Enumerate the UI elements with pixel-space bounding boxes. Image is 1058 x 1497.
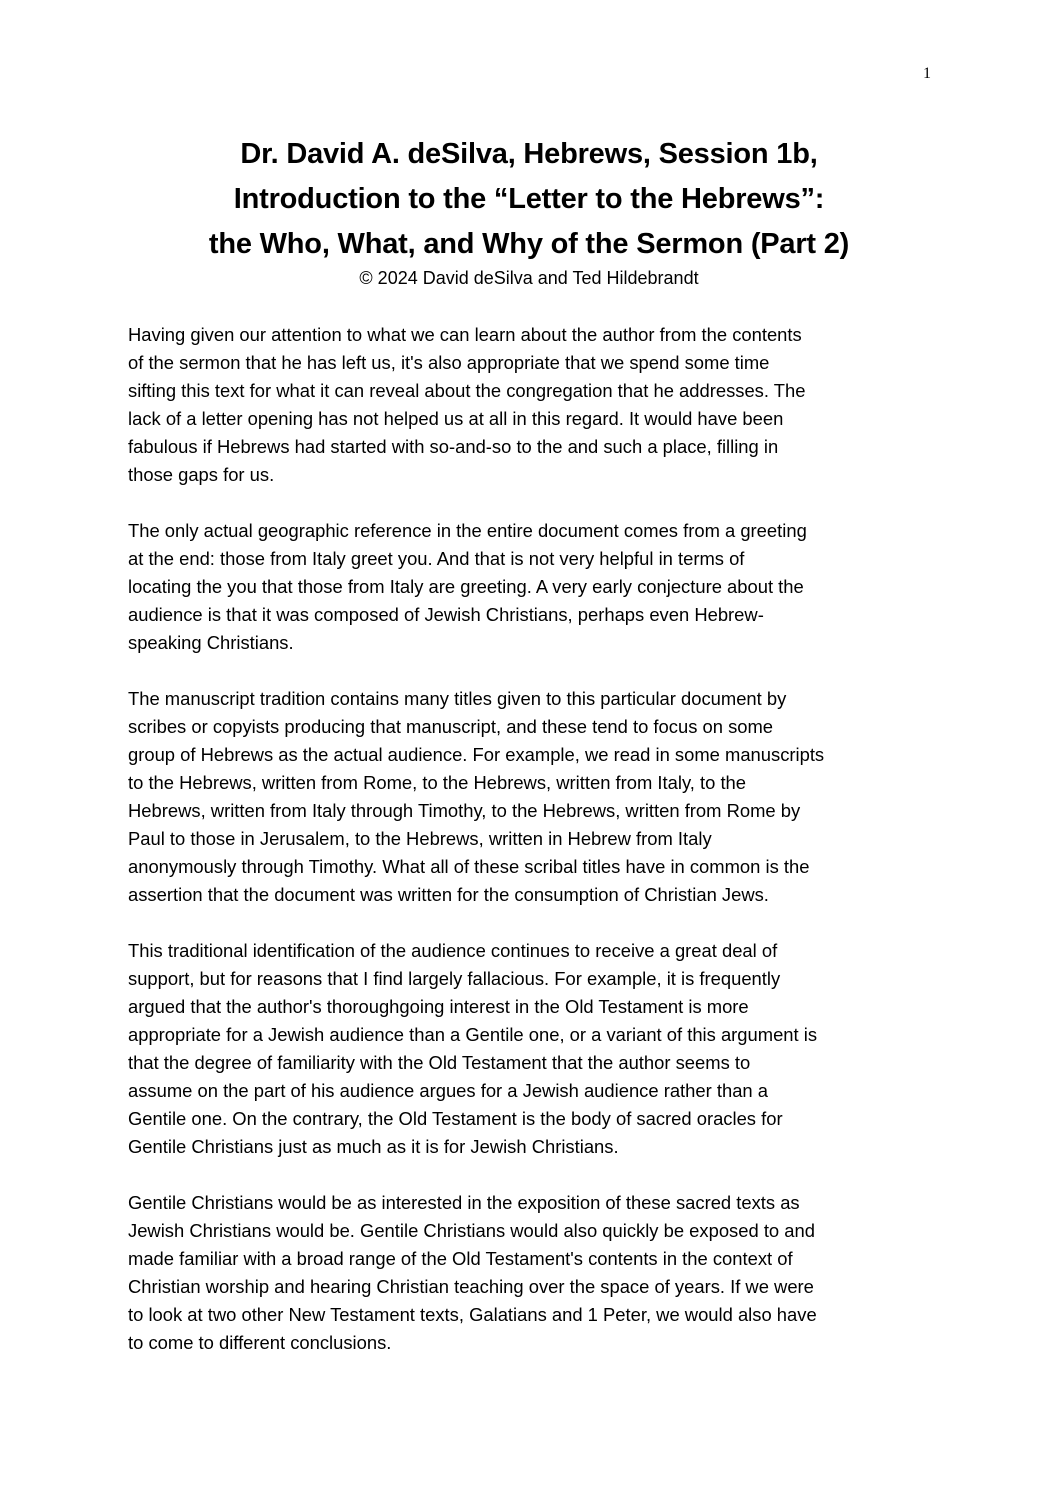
- text-line: of the sermon that he has left us, it's also appropriate that we spend some time: [128, 352, 770, 373]
- text-line: to come to different conclusions.: [128, 1332, 392, 1353]
- text-line: Hebrews, written from Italy through Timothy, to the Hebrews, written from Rome by: [128, 800, 801, 821]
- text-line: Jewish Christians would be. Gentile Christians would also quickly be exposed to and: [128, 1220, 815, 1241]
- text-line: audience is that it was composed of Jewish Christians, perhaps even Hebrew-: [128, 604, 764, 625]
- text-line: The only actual geographic reference in the entire document comes from a greeting: [128, 520, 807, 541]
- page-number: 1: [923, 65, 931, 82]
- text-line: anonymously through Timothy. What all of these scribal titles have in common is the: [128, 856, 810, 877]
- title-line-3: the Who, What, and Why of the Sermon (Part 2): [208, 228, 850, 260]
- text-line: argued that the author's thoroughgoing interest in the Old Testament is more: [128, 996, 749, 1017]
- paragraph-2: [128, 517, 934, 657]
- text-line: Christian worship and hearing Christian teaching over the space of years. If we were: [128, 1276, 814, 1297]
- text-line: scribes or copyists producing that manuscript, and these tend to focus on some: [128, 716, 774, 737]
- text-line: sifting this text for what it can reveal about the congregation that he addresses. The: [128, 380, 806, 401]
- text-line: appropriate for a Jewish audience than a Gentile one, or a variant of this argument is: [128, 1024, 818, 1045]
- text-line: those gaps for us.: [128, 464, 275, 485]
- copyright-notice: © 2024 David deSilva and Ted Hildebrandt: [359, 268, 699, 288]
- text-line: Gentile Christians would be as interested in the exposition of these sacred texts as: [128, 1192, 800, 1213]
- text-line: assume on the part of his audience argues for a Jewish audience rather than a: [128, 1080, 768, 1101]
- text-line: group of Hebrews as the actual audience. For example, we read in some manuscripts: [128, 744, 825, 765]
- text-line: Having given our attention to what we can learn about the author from the contents: [128, 324, 802, 345]
- paragraph-1: [128, 321, 934, 489]
- text-line: Gentile Christians just as much as it is for Jewish Christians.: [128, 1136, 619, 1157]
- paragraph-3: [128, 685, 934, 909]
- text-line: made familiar with a broad range of the Old Testament's contents in the context of: [128, 1248, 793, 1269]
- text-line: Paul to those in Jerusalem, to the Hebrews, written in Hebrew from Italy: [128, 828, 712, 849]
- title-line-1: Dr. David A. deSilva, Hebrews, Session 1b,: [240, 138, 818, 170]
- text-line: support, but for reasons that I find largely fallacious. For example, it is frequently: [128, 968, 781, 989]
- text-line: This traditional identification of the audience continues to receive a great deal of: [128, 940, 778, 961]
- text-line: to the Hebrews, written from Rome, to the Hebrews, written from Italy, to the: [128, 772, 747, 793]
- paragraph-5: [128, 1189, 934, 1357]
- text-line: to look at two other New Testament texts, Galatians and 1 Peter, we would also have: [128, 1304, 817, 1325]
- text-line: speaking Christians.: [128, 632, 294, 653]
- document-header: [60, 132, 998, 291]
- paragraph-4: [128, 937, 934, 1161]
- text-line: The manuscript tradition contains many titles given to this particular document by: [128, 688, 787, 709]
- text-line: Gentile one. On the contrary, the Old Testament is the body of sacred oracles for: [128, 1108, 783, 1129]
- text-line: fabulous if Hebrews had started with so-and-so to the and such a place, filling in: [128, 436, 779, 457]
- document-body: [128, 321, 934, 1385]
- title-line-2: Introduction to the “Letter to the Hebrews”:: [233, 183, 825, 215]
- text-line: that the degree of familiarity with the Old Testament that the author seems to: [128, 1052, 751, 1073]
- text-line: at the end: those from Italy greet you. And that is not very helpful in terms of: [128, 548, 745, 569]
- text-line: locating the you that those from Italy are greeting. A very early conjecture about the: [128, 576, 804, 597]
- text-line: lack of a letter opening has not helped us at all in this regard. It would have been: [128, 408, 784, 429]
- text-line: assertion that the document was written for the consumption of Christian Jews.: [128, 884, 769, 905]
